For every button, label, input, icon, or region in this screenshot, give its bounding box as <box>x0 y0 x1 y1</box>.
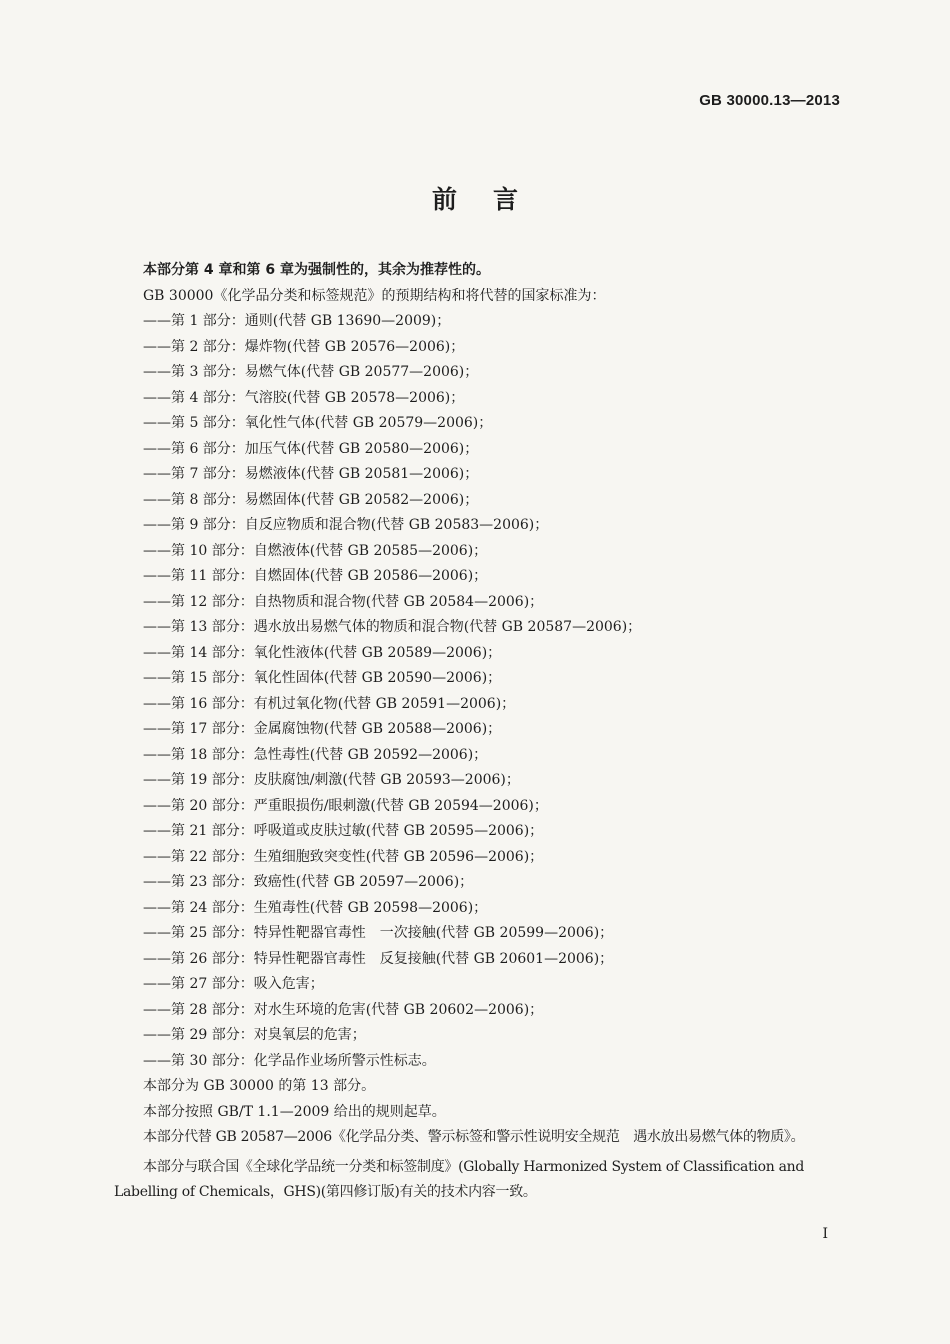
part-item: ——第 27 部分：吸入危害； <box>143 976 324 992</box>
replaces-note: 本部分代替 GB 20587—2006《化学品分类、警示标签和警示性说明安全规范 遇水放出易燃气体的物质》。 <box>143 1129 805 1145</box>
page-title: 前言 <box>431 185 554 214</box>
part-item: ——第 11 部分：自燃固体(代替 GB 20586—2006)； <box>143 568 488 584</box>
standard-code: GB 30000.13—2013 <box>699 92 840 109</box>
part-item: ——第 25 部分：特异性靶器官毒性 一次接触(代替 GB 20599—2006)； <box>143 925 614 941</box>
part-item: ——第 15 部分：氧化性固体(代替 GB 20590—2006)； <box>143 670 502 686</box>
part-item: ——第 23 部分：致癌性(代替 GB 20597—2006)； <box>143 874 474 890</box>
foreword-body <box>114 258 849 1206</box>
part-item: ——第 13 部分：遇水放出易燃气体的物质和混合物(代替 GB 20587—2006)； <box>143 619 642 635</box>
part-item: ——第 12 部分：自热物质和混合物(代替 GB 20584—2006)； <box>143 593 544 610</box>
part-item: ——第 22 部分：生殖细胞致突变性(代替 GB 20596—2006)； <box>143 848 544 865</box>
part-item: ——第 10 部分：自燃液体(代替 GB 20585—2006)； <box>143 542 488 559</box>
part-item: ——第 1 部分：通则(代替 GB 13690—2009)； <box>143 313 451 329</box>
part-item: ——第 3 部分：易燃气体(代替 GB 20577—2006)； <box>143 364 479 380</box>
parts-list <box>114 309 849 1074</box>
structure-note: GB 30000《化学品分类和标签规范》的预期结构和将代替的国家标准为： <box>143 287 606 304</box>
part-item: ——第 5 部分：氧化性气体(代替 GB 20579—2006)； <box>143 415 493 431</box>
mandatory-note: 本部分第 4 章和第 6 章为强制性的，其余为推荐性的。 <box>143 262 490 278</box>
part-item: ——第 8 部分：易燃固体(代替 GB 20582—2006)； <box>143 491 479 508</box>
part-item: ——第 9 部分：自反应物质和混合物(代替 GB 20583—2006)； <box>143 517 549 533</box>
part-item: ——第 30 部分：化学品作业场所警示性标志。 <box>143 1052 436 1069</box>
consistency-note: 本部分与联合国《全球化学品统一分类和标签制度》(Globally Harmonized System of Classification and Labelling of Chemicals，GHS)(第四修订版)有关的技术内容一致。 <box>114 1158 805 1200</box>
part-item: ——第 4 部分：气溶胶(代替 GB 20578—2006)； <box>143 389 465 406</box>
part-item: ——第 18 部分：急性毒性(代替 GB 20592—2006)； <box>143 746 488 763</box>
part-item: ——第 6 部分：加压气体(代替 GB 20580—2006)； <box>143 440 479 457</box>
part-item: ——第 14 部分：氧化性液体(代替 GB 20589—2006)； <box>143 644 502 661</box>
drafting-rules-note: 本部分按照 GB/T 1.1—2009 给出的规则起草。 <box>143 1103 446 1120</box>
part-item: ——第 28 部分：对水生环境的危害(代替 GB 20602—2006)； <box>143 1001 544 1018</box>
part-item: ——第 29 部分：对臭氧层的危害； <box>143 1027 366 1043</box>
part-item: ——第 21 部分：呼吸道或皮肤过敏(代替 GB 20595—2006)； <box>143 823 544 839</box>
part-item: ——第 7 部分：易燃液体(代替 GB 20581—2006)； <box>143 466 479 482</box>
page-number: I <box>822 1226 828 1242</box>
part-item: ——第 16 部分：有机过氧化物(代替 GB 20591—2006)； <box>143 695 516 712</box>
part-item: ——第 19 部分：皮肤腐蚀/刺激(代替 GB 20593—2006)； <box>143 772 520 788</box>
part-item: ——第 26 部分：特异性靶器官毒性 反复接触(代替 GB 20601—2006)； <box>143 950 614 967</box>
part-item: ——第 17 部分：金属腐蚀物(代替 GB 20588—2006)； <box>143 721 502 737</box>
part-item: ——第 20 部分：严重眼损伤/眼刺激(代替 GB 20594—2006)； <box>143 797 548 814</box>
part-of-note: 本部分为 GB 30000 的第 13 部分。 <box>143 1078 376 1094</box>
part-item: ——第 2 部分：爆炸物(代替 GB 20576—2006)； <box>143 338 465 355</box>
part-item: ——第 24 部分：生殖毒性(代替 GB 20598—2006)； <box>143 899 488 916</box>
